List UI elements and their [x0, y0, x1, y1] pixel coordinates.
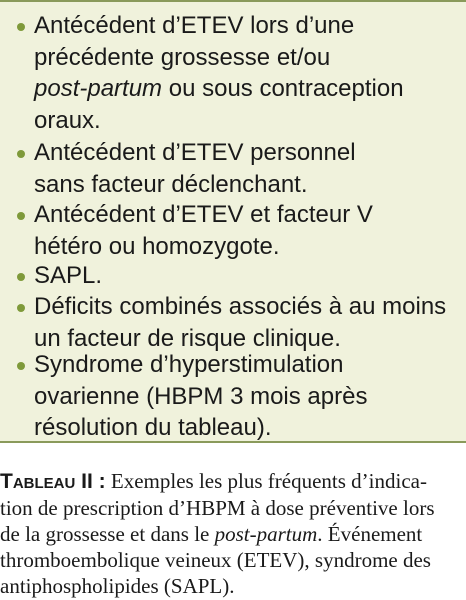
list-item [17, 260, 457, 292]
caption-line: de la grossesse et dans le post-partum. Événement [0, 522, 423, 546]
caption-line: antiphospholipides (SAPL). [0, 574, 235, 598]
list-item-line: Antécédent d’ETEV lors d’une [34, 12, 355, 39]
list-item [17, 10, 457, 136]
list-item [17, 349, 457, 444]
bullet-icon [17, 150, 25, 158]
list-item [17, 137, 457, 200]
bullet-icon [17, 273, 25, 281]
list-item-line: ovarienne (HBPM 3 mois après [34, 382, 368, 410]
bullet-icon [17, 362, 25, 370]
list-item-line: sans facteur déclenchant. [34, 170, 308, 198]
list-item-line: Syndrome d’hyperstimulation [34, 351, 344, 378]
table-caption [0, 468, 466, 599]
bullet-icon [17, 23, 25, 31]
caption-line: thromboembolique veineux (ETEV), syndrome des [0, 548, 431, 572]
list-item-line: un facteur de risque clinique. [34, 324, 341, 352]
bullet-icon [17, 304, 25, 312]
bullet-icon [17, 212, 25, 220]
list-item-line: Antécédent d’ETEV et facteur V [34, 201, 373, 228]
list-item-line: Déficits combinés associés à au moins [34, 293, 447, 320]
caption-line: tion de prescription d’HBPM à dose préventive lors [0, 496, 435, 520]
list-item-line: SAPL. [34, 262, 103, 289]
caption-line: Tableau II : Exemples les plus fréquents d’indica- [0, 469, 427, 493]
list-item-line: résolution du tableau). [34, 414, 272, 441]
list-item [17, 291, 457, 354]
list-item-line: oraux. [34, 106, 101, 134]
list-item-line: Antécédent d’ETEV personnel [34, 139, 356, 166]
list-item [17, 199, 457, 262]
list-item-line: précédente grossesse et/ou [34, 43, 331, 71]
caption-label: Tableau II : [0, 470, 106, 493]
list-item-line: hétéro ou homozygote. [34, 232, 280, 260]
list-item-line: post-partum ou sous contraception [34, 75, 404, 102]
